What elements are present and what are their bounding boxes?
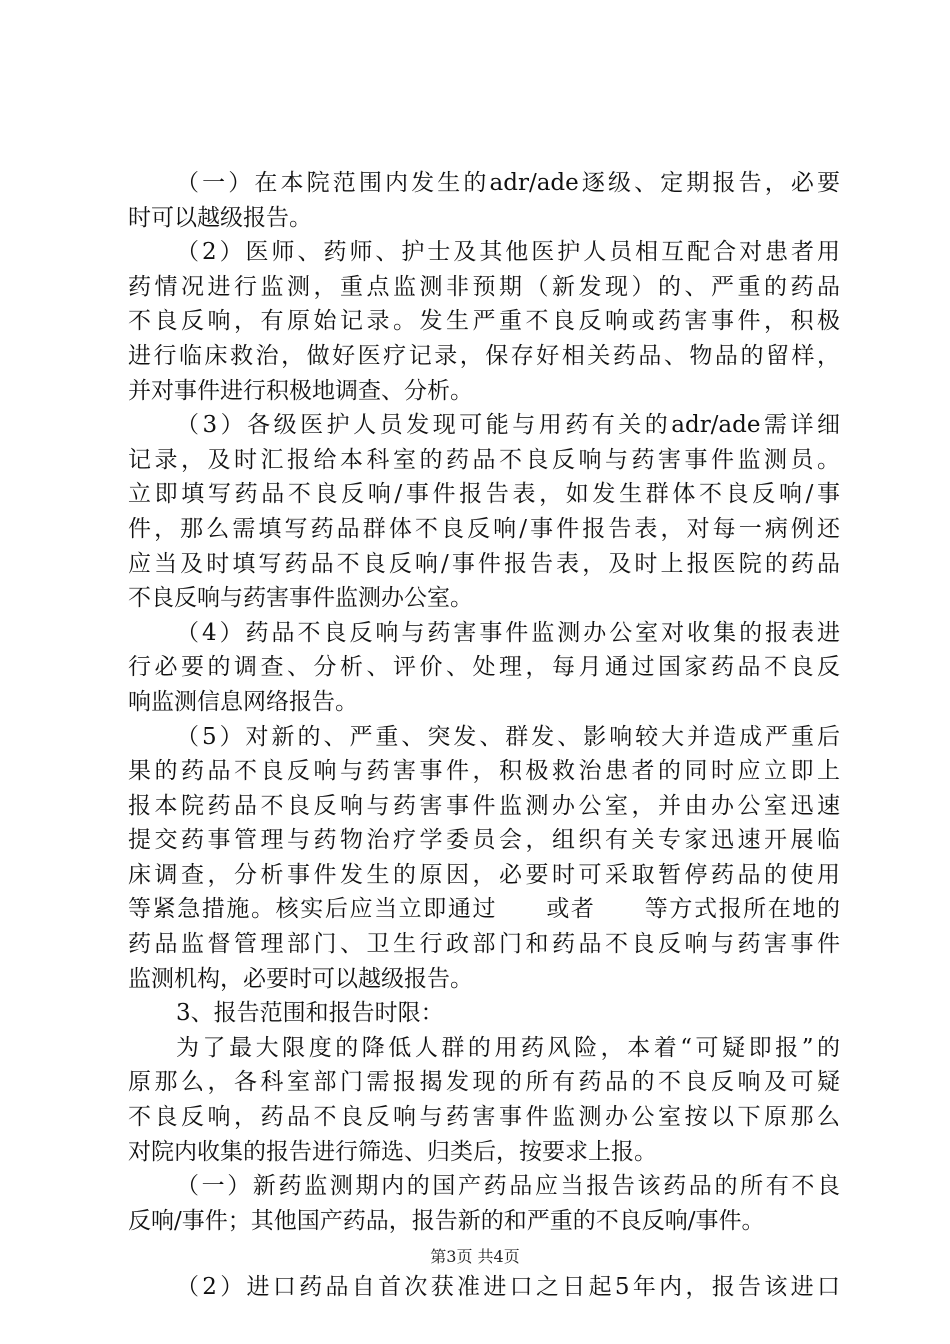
paragraph-line: （一）新药监测期内的国产药品应当报告该药品的所有不良	[176, 1173, 840, 1200]
paragraph-line: 立即填写药品不良反响/事件报告表，如发生群体不良反响/事	[128, 481, 840, 508]
paragraph-line: 不良反响，有原始记录。发生严重不良反响或药害事件，积极	[128, 308, 840, 335]
paragraph-line: 时可以越级报告。	[128, 204, 312, 231]
paragraph-line: （2）进口药品自首次获准进口之日起5年内，报告该进口	[176, 1274, 840, 1301]
paragraph-line: 行必要的调查、分析、评价、处理，每月通过国家药品不良反	[128, 654, 840, 681]
paragraph-line: 件，那么需填写药品群体不良反响/事件报告表，对每一病例还	[128, 515, 840, 542]
paragraph-line: 不良反响，药品不良反响与药害事件监测办公室按以下原那么	[128, 1104, 840, 1131]
paragraph-line: 原那么，各科室部门需报揭发现的所有药品的不良反响及可疑	[128, 1069, 840, 1096]
paragraph-line: 药情况进行监测，重点监测非预期（新发现）的、严重的药品	[128, 273, 840, 300]
paragraph-line: 响监测信息网络报告。	[128, 688, 358, 715]
paragraph-line: 果的药品不良反响与药害事件，积极救治患者的同时应立即上	[128, 758, 840, 785]
paragraph-line: （一）在本院范围内发生的adr/ade逐级、定期报告，必要	[176, 170, 840, 196]
paragraph-line: 对院内收集的报告进行筛选、归类后，按要求上报。	[128, 1138, 657, 1165]
paragraph-line: 提交药事管理与药物治疗学委员会，组织有关专家迅速开展临	[128, 827, 840, 854]
paragraph-line: 并对事件进行积极地调查、分析。	[128, 377, 473, 404]
paragraph-line: 不良反响与药害事件监测办公室。	[128, 585, 473, 612]
paragraph-line: 报本院药品不良反响与药害事件监测办公室，并由办公室迅速	[128, 792, 840, 819]
paragraph-line: 床调查，分析事件发生的原因，必要时可采取暂停药品的使用	[128, 861, 840, 888]
paragraph-line: 药品监督管理部门、卫生行政部门和药品不良反响与药害事件	[128, 931, 840, 958]
paragraph-line: 记录，及时汇报给本科室的药品不良反响与药害事件监测员。	[128, 446, 840, 473]
paragraph-line: 进行临床救治，做好医疗记录，保存好相关药品、物品的留样，	[128, 342, 840, 369]
paragraph-line: （4）药品不良反响与药害事件监测办公室对收集的报表进	[176, 619, 840, 646]
paragraph-line: 反响/事件；其他国产药品，报告新的和严重的不良反响/事件。	[128, 1207, 765, 1234]
paragraph-line: 监测机构，必要时可以越级报告。	[128, 965, 473, 992]
section-heading: 3、报告范围和报告时限：	[176, 1000, 444, 1027]
paragraph-line: 等紧急措施。核实后应当立即通过 或者 等方式报所在地的	[128, 896, 840, 923]
paragraph-line: 应当及时填写药品不良反响/事件报告表，及时上报医院的药品	[128, 550, 840, 577]
paragraph-line: （2）医师、药师、护士及其他医护人员相互配合对患者用	[176, 239, 840, 266]
paragraph-line: （3）各级医护人员发现可能与用药有关的adr/ade需详细	[176, 412, 840, 439]
paragraph-line: （5）对新的、严重、突发、群发、影响较大并造成严重后	[176, 723, 840, 750]
page-number-footer: 第3页 共4页	[430, 1247, 520, 1266]
paragraph-line: 为了最大限度的降低人群的用药风险，本着“可疑即报”的	[176, 1034, 840, 1061]
document-body	[128, 166, 840, 1305]
